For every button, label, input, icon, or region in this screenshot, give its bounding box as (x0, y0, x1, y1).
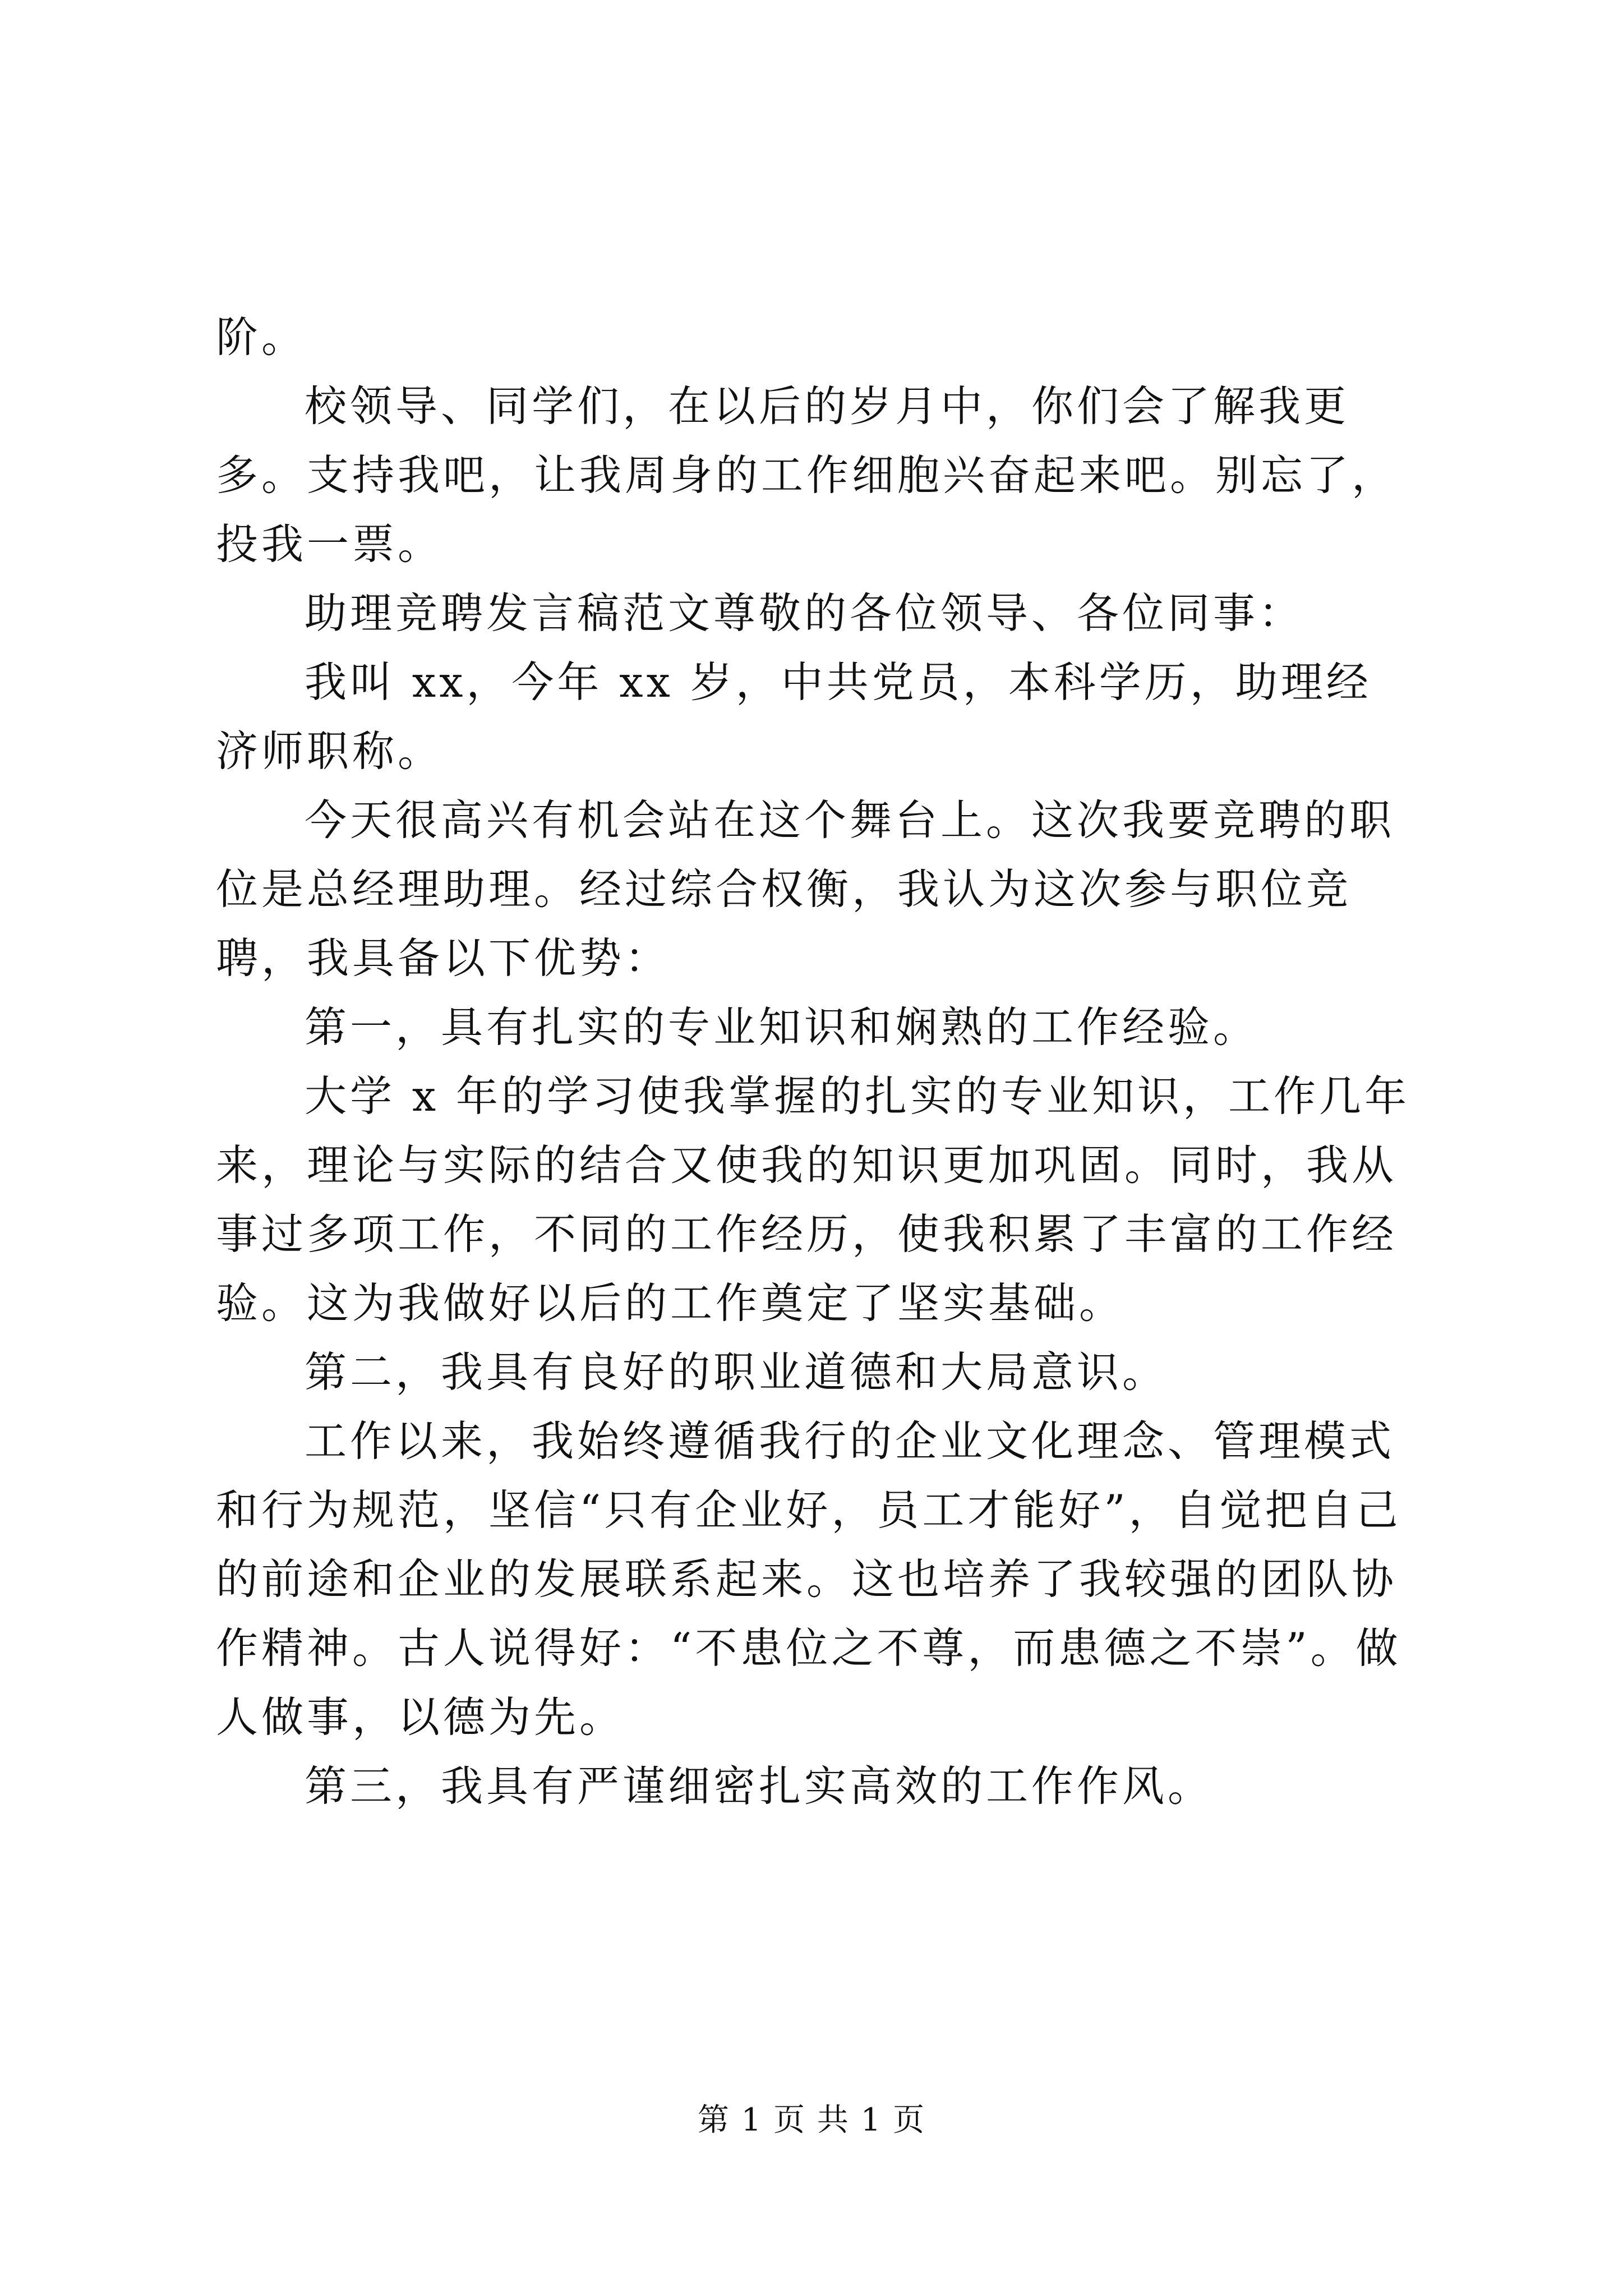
paragraph-advantage-two-heading: 第二，我具有良好的职业道德和大局意识。 (305, 1347, 1168, 1397)
paragraph-advantage-one-detail: 大学 x 年的学习使我掌握的扎实的专业知识，工作几年来，理论与实际的结合又使我的知识更加巩固。同时，我从事过多项工作，不同的工作经历，使我积累了丰富的工作经验。这为我做好以后的工作奠定了坚实基础。 (216, 1071, 1410, 1328)
paragraph-self-introduction: 我叫 xx，今年 xx 岁，中共党员，本科学历，助理经济师职称。 (216, 657, 1372, 776)
paragraph-position-intro: 今天很高兴有机会站在这个舞台上。这次我要竞聘的职位是总经理助理。经过综合权衡，我认为这次参与职位竞聘，我具备以下优势： (216, 795, 1395, 983)
paragraph-continuation: 阶。 (216, 312, 307, 362)
paragraph-advantage-two-detail: 工作以来，我始终遵循我行的企业文化理念、管理模式和行为规范，坚信“只有企业好，员工才能好”，自觉把自己的前途和企业的发展联系起来。这也培养了我较强的团队协作精神。古人说得好：“不患位之不尊，而患德之不崇”。做人做事，以德为先。 (216, 1416, 1401, 1742)
paragraph-closing-appeal: 校领导、同学们，在以后的岁月中，你们会了解我更多。支持我吧，让我周身的工作细胞兴奋起来吧。别忘了，投我一票。 (216, 381, 1398, 569)
paragraph-advantage-one-heading: 第一，具有扎实的专业知识和娴熟的工作经验。 (305, 1002, 1259, 1052)
document-body (216, 303, 1416, 1821)
paragraph-speech-title: 助理竞聘发言稿范文尊敬的各位领导、各位同事： (305, 588, 1304, 638)
paragraph-advantage-three-heading: 第三，我具有严谨细密扎实高效的工作作风。 (305, 1761, 1214, 1811)
page-footer: 第 1 页 共 1 页 (697, 2102, 926, 2138)
